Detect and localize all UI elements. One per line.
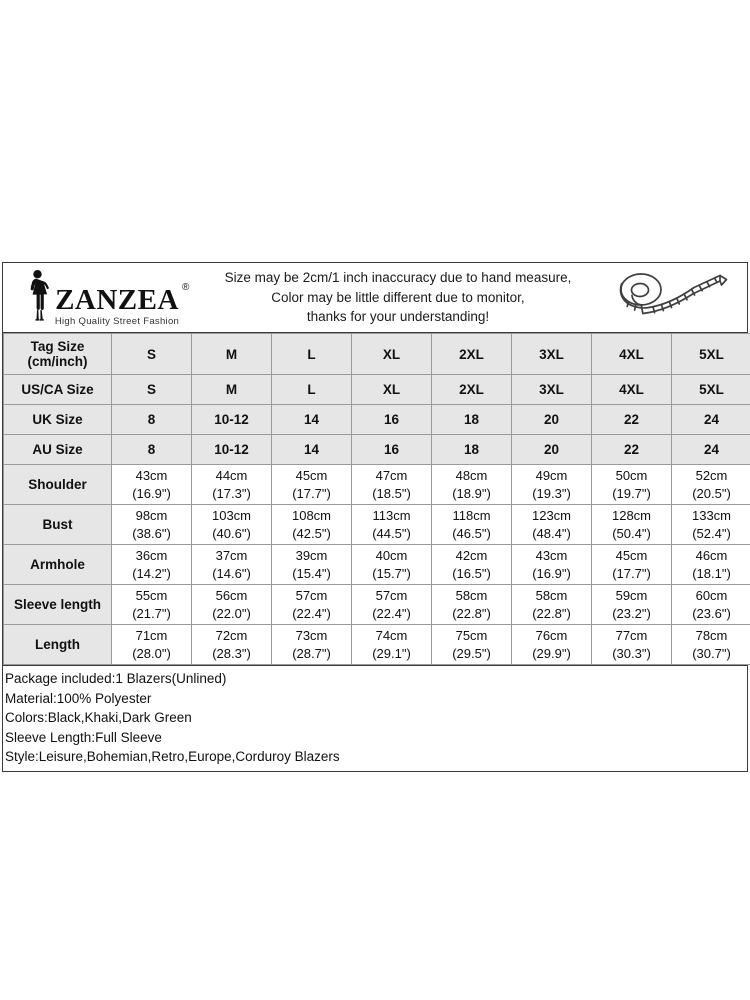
value-inch: (16.5"): [452, 565, 491, 581]
brand-logo: [3, 269, 199, 327]
value-inch: (29.5"): [452, 645, 491, 661]
value-inch: (17.7"): [612, 565, 651, 581]
cell-uk-1: 8: [112, 405, 192, 435]
value-inch: (20.5"): [692, 485, 731, 501]
value-inch: (22.4"): [372, 605, 411, 621]
notice-line-3: thanks for your understanding!: [306, 309, 490, 325]
cell-shoulder-2: [192, 465, 272, 505]
cell-length-6: [512, 625, 592, 665]
cell-bust-6: [512, 505, 592, 545]
cell-uk-3: 14: [272, 405, 352, 435]
value-cm: 56cm: [215, 587, 248, 603]
value-inch: (29.9"): [532, 645, 571, 661]
value-inch: (48.4"): [532, 525, 571, 541]
table-row-uk-size: [4, 405, 750, 435]
value-inch: (42.5"): [292, 525, 331, 541]
row-label-sleeve-length: Sleeve length: [4, 585, 112, 625]
notice-line-2: Color may be little different due to monitor,: [271, 289, 525, 305]
table-row-au-size: [4, 435, 750, 465]
value-inch: (14.2"): [132, 565, 171, 581]
size-table: [3, 333, 750, 665]
value-cm: 98cm: [135, 507, 168, 523]
value-inch: (29.1"): [372, 645, 411, 661]
value-cm: 55cm: [135, 587, 168, 603]
cell-armhole-5: [432, 545, 512, 585]
value-cm: 103cm: [211, 507, 252, 523]
cell-sleeve-8: [672, 585, 750, 625]
cell-shoulder-1: [112, 465, 192, 505]
value-cm: 113cm: [372, 507, 411, 523]
value-cm: 78cm: [695, 627, 728, 643]
cell-length-5: [432, 625, 512, 665]
cell-bust-8: [672, 505, 750, 545]
value-cm: 52cm: [695, 467, 728, 483]
cell-length-8: [672, 625, 750, 665]
cell-bust-4: [352, 505, 432, 545]
cell-shoulder-5: [432, 465, 512, 505]
brand-name: ZANZEA: [55, 283, 179, 316]
value-cm: 39cm: [295, 547, 328, 563]
row-label-bust: Bust: [4, 505, 112, 545]
cell-armhole-8: [672, 545, 750, 585]
cell-bust-2: [192, 505, 272, 545]
cell-sleeve-4: [352, 585, 432, 625]
row-label-line-2: (cm/inch): [27, 354, 88, 369]
value-inch: (17.7"): [292, 485, 331, 501]
value-cm: 108cm: [291, 507, 332, 523]
cell-bust-7: [592, 505, 672, 545]
cell-bust-1: [112, 505, 192, 545]
value-cm: 45cm: [615, 547, 648, 563]
cell-au-1: 8: [112, 435, 192, 465]
cell-shoulder-7: [592, 465, 672, 505]
cell-uk-4: 16: [352, 405, 432, 435]
value-inch: (15.4"): [292, 565, 331, 581]
chart-header-banner: [3, 263, 747, 333]
cell-tag-size-m: M: [192, 334, 272, 375]
cell-au-8: 24: [672, 435, 750, 465]
value-inch: (50.4"): [612, 525, 651, 541]
value-cm: 57cm: [295, 587, 328, 603]
value-cm: 59cm: [615, 587, 648, 603]
value-cm: 76cm: [535, 627, 568, 643]
value-cm: 36cm: [135, 547, 168, 563]
cell-armhole-2: [192, 545, 272, 585]
cell-usca-8: 5XL: [672, 375, 750, 405]
cell-tag-size-l: L: [272, 334, 352, 375]
cell-tag-size-4xl: 4XL: [592, 334, 672, 375]
cell-au-7: 22: [592, 435, 672, 465]
cell-usca-6: 3XL: [512, 375, 592, 405]
row-label-us-ca-size: US/CA Size: [4, 375, 112, 405]
value-cm: 123cm: [531, 507, 572, 523]
cell-au-2: 10-12: [192, 435, 272, 465]
value-cm: 43cm: [535, 547, 568, 563]
cell-tag-size-s: S: [112, 334, 192, 375]
table-row-armhole: [4, 545, 750, 585]
value-cm: 43cm: [135, 467, 168, 483]
brand-tagline: High Quality Street Fashion: [54, 315, 180, 327]
value-cm: 75cm: [455, 627, 488, 643]
cell-usca-7: 4XL: [592, 375, 672, 405]
cell-length-1: [112, 625, 192, 665]
notice-line-1: Size may be 2cm/1 inch inaccuracy due to hand measure,: [224, 270, 572, 286]
cell-sleeve-2: [192, 585, 272, 625]
value-inch: (52.4"): [692, 525, 731, 541]
value-cm: 44cm: [215, 467, 248, 483]
table-row-bust: [4, 505, 750, 545]
value-inch: (22.8"): [452, 605, 491, 621]
value-cm: 118cm: [452, 507, 491, 523]
measurement-notice: [199, 268, 597, 327]
measuring-tape-icon: [597, 269, 747, 327]
value-cm: 60cm: [695, 587, 728, 603]
table-row-sleeve-length: [4, 585, 750, 625]
cell-bust-5: [432, 505, 512, 545]
value-inch: (19.3"): [532, 485, 571, 501]
cell-armhole-4: [352, 545, 432, 585]
value-inch: (17.3"): [212, 485, 251, 501]
cell-shoulder-6: [512, 465, 592, 505]
cell-tag-size-xl: XL: [352, 334, 432, 375]
cell-tag-size-5xl: 5XL: [672, 334, 750, 375]
value-cm: 73cm: [295, 627, 328, 643]
table-row-tag-size: [4, 334, 750, 375]
cell-usca-2: M: [192, 375, 272, 405]
cell-armhole-1: [112, 545, 192, 585]
value-inch: (22.0"): [212, 605, 251, 621]
row-label-armhole: Armhole: [4, 545, 112, 585]
value-cm: 37cm: [215, 547, 248, 563]
value-cm: 58cm: [535, 587, 568, 603]
value-cm: 71cm: [135, 627, 168, 643]
cell-usca-4: XL: [352, 375, 432, 405]
value-cm: 74cm: [375, 627, 408, 643]
value-cm: 77cm: [615, 627, 648, 643]
table-row-length: [4, 625, 750, 665]
table-row-shoulder: [4, 465, 750, 505]
woman-silhouette-icon: [23, 269, 57, 326]
value-inch: (19.7"): [612, 485, 651, 501]
cell-shoulder-4: [352, 465, 432, 505]
value-inch: (44.5"): [372, 525, 411, 541]
cell-au-6: 20: [512, 435, 592, 465]
table-row-us-ca-size: [4, 375, 750, 405]
value-cm: 50cm: [615, 467, 648, 483]
value-cm: 45cm: [295, 467, 328, 483]
value-inch: (22.4"): [292, 605, 331, 621]
value-inch: (15.7"): [372, 565, 411, 581]
value-cm: 48cm: [455, 467, 488, 483]
value-inch: (23.2"): [612, 605, 651, 621]
value-inch: (40.6"): [212, 525, 251, 541]
value-inch: (16.9"): [532, 565, 571, 581]
value-inch: (46.5"): [452, 525, 491, 541]
cell-au-3: 14: [272, 435, 352, 465]
value-inch: (18.5"): [372, 485, 411, 501]
value-inch: (22.8"): [532, 605, 571, 621]
cell-sleeve-5: [432, 585, 512, 625]
row-label-uk-size: UK Size: [4, 405, 112, 435]
value-inch: (18.1"): [692, 565, 731, 581]
value-cm: 58cm: [455, 587, 488, 603]
registered-mark: ®: [182, 281, 190, 293]
product-details-notes: [3, 665, 747, 771]
note-sleeve-length: Sleeve Length:Full Sleeve: [5, 729, 162, 745]
value-cm: 42cm: [455, 547, 488, 563]
value-inch: (38.6"): [132, 525, 171, 541]
value-inch: (30.7"): [692, 645, 731, 661]
note-package-included: Package included:1 Blazers(Unlined): [5, 671, 227, 686]
cell-length-7: [592, 625, 672, 665]
cell-length-3: [272, 625, 352, 665]
value-inch: (21.7"): [132, 605, 171, 621]
cell-armhole-3: [272, 545, 352, 585]
cell-bust-3: [272, 505, 352, 545]
value-cm: 46cm: [695, 547, 728, 563]
value-cm: 133cm: [691, 507, 732, 523]
value-inch: (18.9"): [452, 485, 491, 501]
value-inch: (30.3"): [612, 645, 651, 661]
value-cm: 72cm: [215, 627, 248, 643]
size-chart-card: [2, 262, 748, 772]
cell-usca-5: 2XL: [432, 375, 512, 405]
cell-uk-8: 24: [672, 405, 750, 435]
value-inch: (28.0"): [132, 645, 171, 661]
note-material: Material:100% Polyester: [5, 690, 152, 706]
cell-shoulder-3: [272, 465, 352, 505]
cell-au-4: 16: [352, 435, 432, 465]
row-label-length: Length: [4, 625, 112, 665]
cell-sleeve-7: [592, 585, 672, 625]
cell-au-5: 18: [432, 435, 512, 465]
cell-sleeve-6: [512, 585, 592, 625]
cell-usca-3: L: [272, 375, 352, 405]
row-label-shoulder: Shoulder: [4, 465, 112, 505]
cell-uk-7: 22: [592, 405, 672, 435]
note-style: Style:Leisure,Bohemian,Retro,Europe,Corduroy Blazers: [5, 749, 340, 765]
row-label-line-1: Tag Size: [30, 339, 85, 354]
cell-usca-1: S: [112, 375, 192, 405]
cell-length-4: [352, 625, 432, 665]
cell-shoulder-8: [672, 465, 750, 505]
cell-tag-size-2xl: 2XL: [432, 334, 512, 375]
value-cm: 49cm: [535, 467, 568, 483]
row-label-au-size: AU Size: [4, 435, 112, 465]
value-inch: (14.6"): [212, 565, 251, 581]
row-label-tag-size: [4, 334, 112, 375]
cell-sleeve-3: [272, 585, 352, 625]
value-inch: (16.9"): [132, 485, 171, 501]
cell-uk-5: 18: [432, 405, 512, 435]
value-inch: (28.7"): [292, 645, 331, 661]
value-cm: 47cm: [375, 467, 408, 483]
note-colors: Colors:Black,Khaki,Dark Green: [5, 710, 192, 726]
cell-sleeve-1: [112, 585, 192, 625]
value-cm: 40cm: [375, 547, 408, 563]
cell-length-2: [192, 625, 272, 665]
cell-uk-6: 20: [512, 405, 592, 435]
value-inch: (23.6"): [692, 605, 731, 621]
value-cm: 57cm: [375, 587, 408, 603]
cell-armhole-6: [512, 545, 592, 585]
cell-tag-size-3xl: 3XL: [512, 334, 592, 375]
value-inch: (28.3"): [212, 645, 251, 661]
brand-wordmark: [55, 281, 190, 316]
cell-uk-2: 10-12: [192, 405, 272, 435]
value-cm: 128cm: [611, 507, 652, 523]
cell-armhole-7: [592, 545, 672, 585]
